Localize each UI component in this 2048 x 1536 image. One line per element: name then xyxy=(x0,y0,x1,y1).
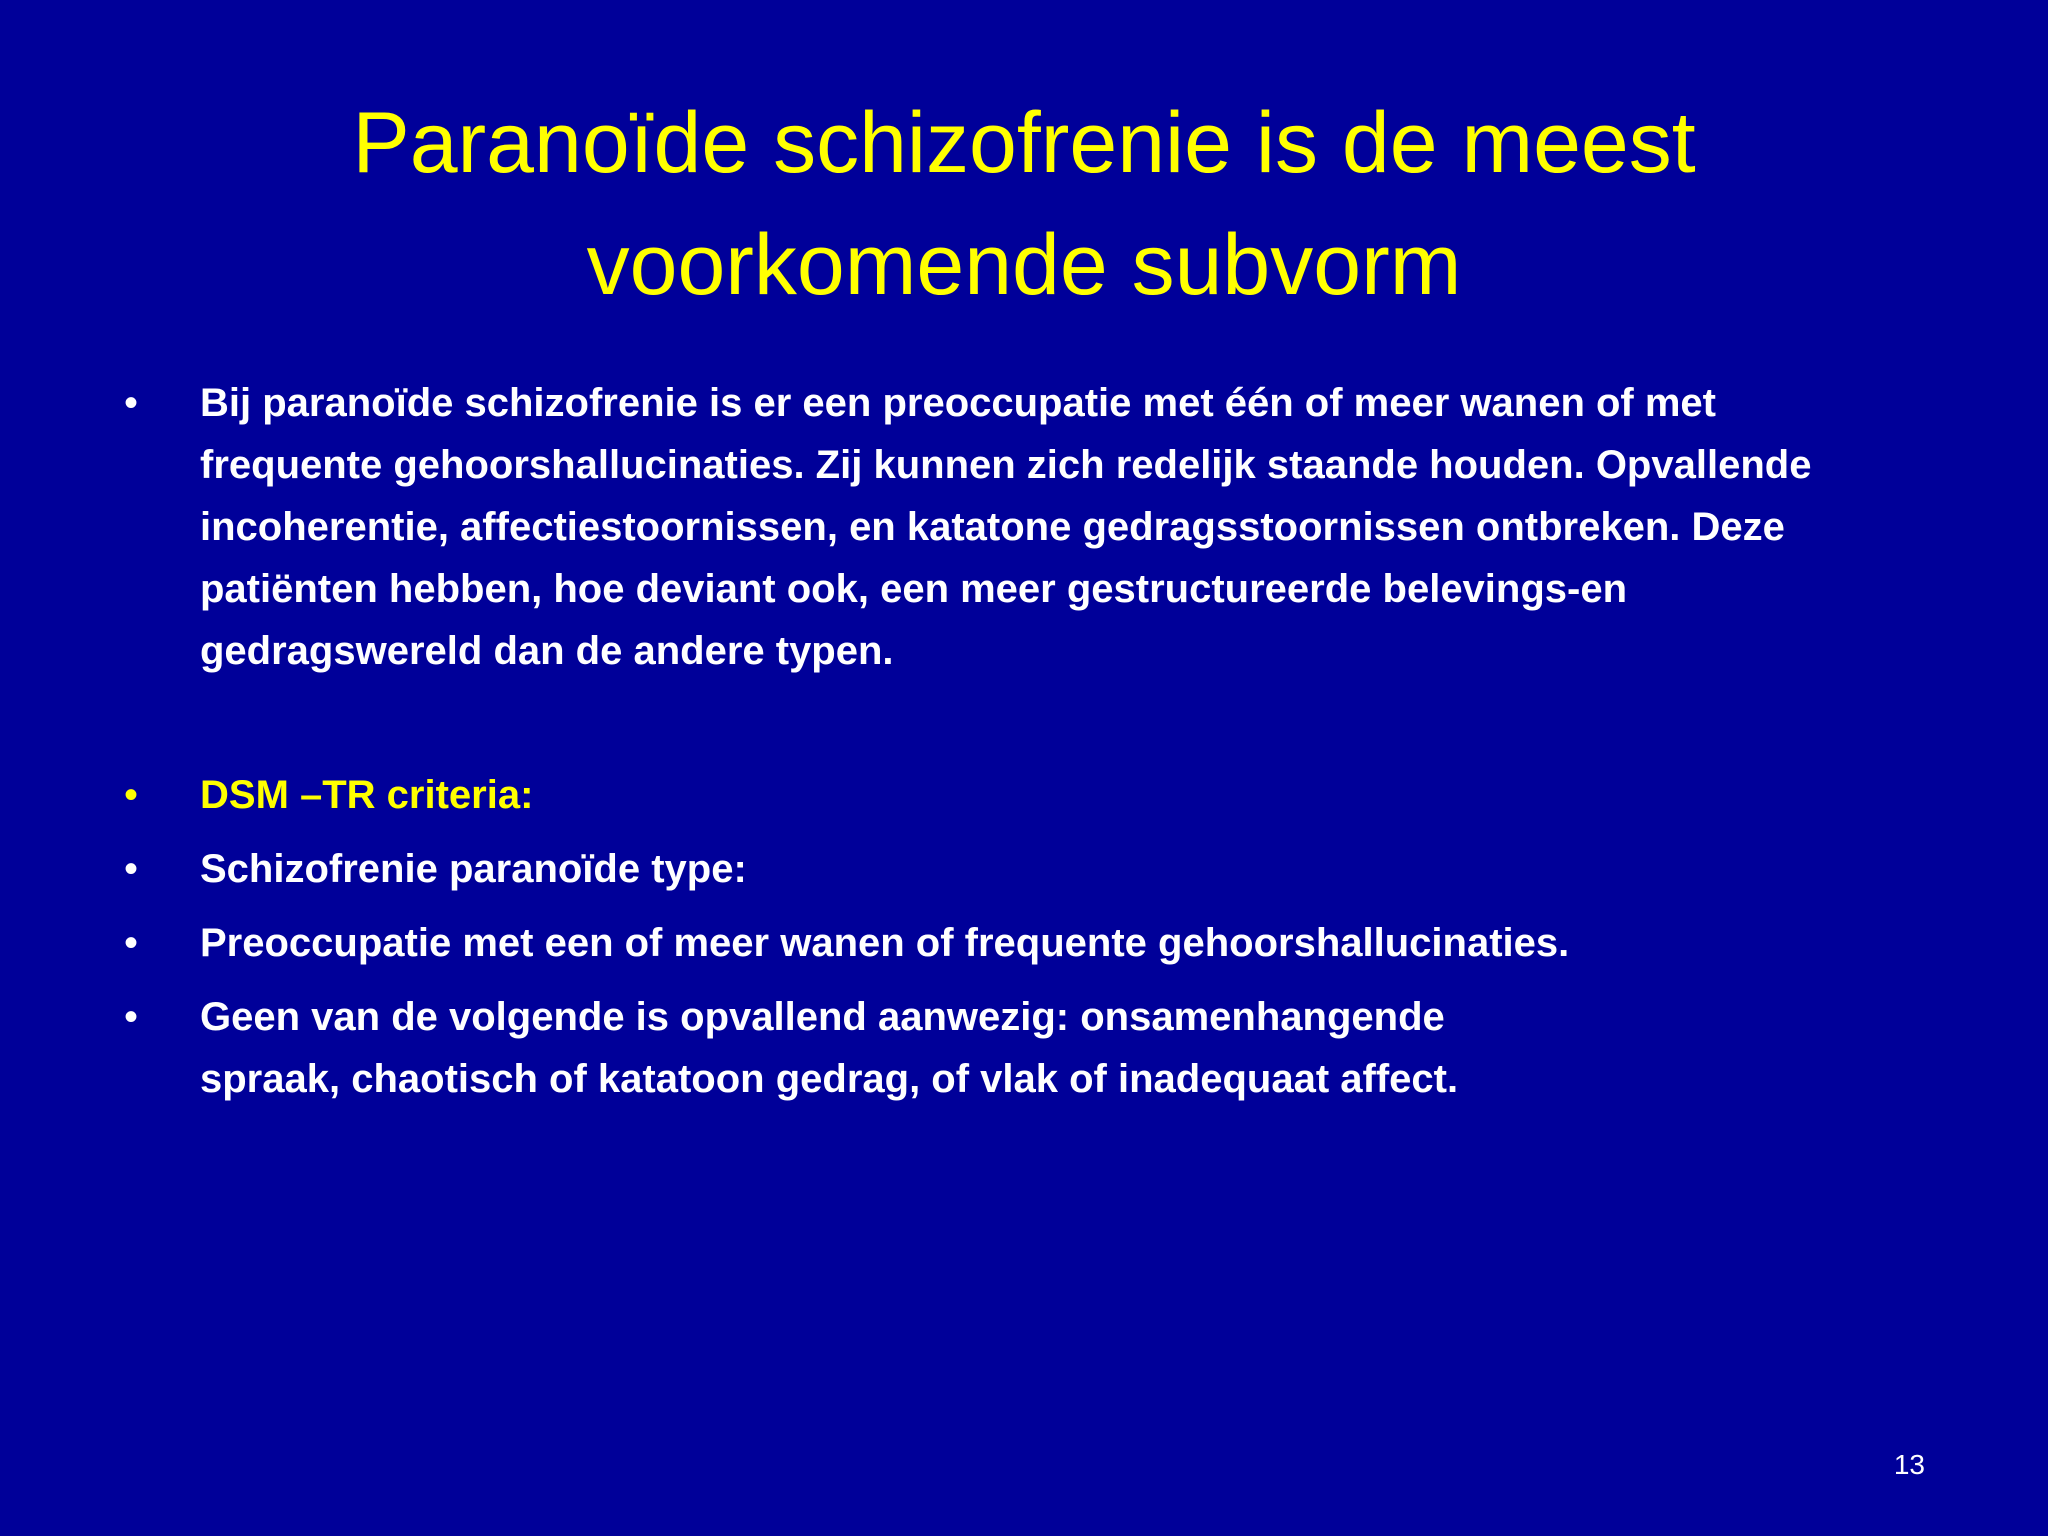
slide-title-line-2: voorkomende subvorm xyxy=(586,217,1462,313)
bullet-paranoid-type xyxy=(0,838,2048,900)
slide-title-line-1: Paranoïde schizofrenie is de meest xyxy=(352,95,1696,191)
bullet-dsm-criteria-text: DSM –TR criteria: xyxy=(200,773,534,817)
bullet-marker: • xyxy=(124,921,139,965)
bullet-list xyxy=(0,372,2048,1110)
bullet-preoccupation xyxy=(0,912,2048,974)
bullet-marker: • xyxy=(124,773,139,817)
bullet-paranoid-type-text: Schizofrenie paranoïde type: xyxy=(200,847,747,891)
bullet-absent-features xyxy=(0,986,1670,1110)
bullet-dsm-criteria xyxy=(0,764,2048,826)
bullet-marker: • xyxy=(124,847,139,891)
slide-number: 13 xyxy=(1893,1449,1925,1480)
slide-title xyxy=(170,82,1878,326)
bullet-description-text: Bij paranoïde schizofrenie is er een preoccupatie met één of meer wanen of met frequente gehoorshallucinaties. Zij kunnen zich redelijk staande houden. Opvallende incoherentie, affectiestoornissen, en katatone gedragsstoornissen ontbreken. Deze patiënten hebben, hoe deviant ook, een meer gestructureerde belevings-en gedragswereld dan de andere typen. xyxy=(200,381,1812,673)
bullet-marker: • xyxy=(124,381,139,425)
bullet-description xyxy=(0,372,1970,682)
bullet-preoccupation-text: Preoccupatie met een of meer wanen of frequente gehoorshallucinaties. xyxy=(200,921,1570,965)
bullet-marker: • xyxy=(124,995,139,1039)
bullet-absent-features-text: Geen van de volgende is opvallend aanwezig: onsamenhangende spraak, chaotisch of katatoon gedrag, of vlak of inadequaat affect. xyxy=(200,995,1459,1101)
